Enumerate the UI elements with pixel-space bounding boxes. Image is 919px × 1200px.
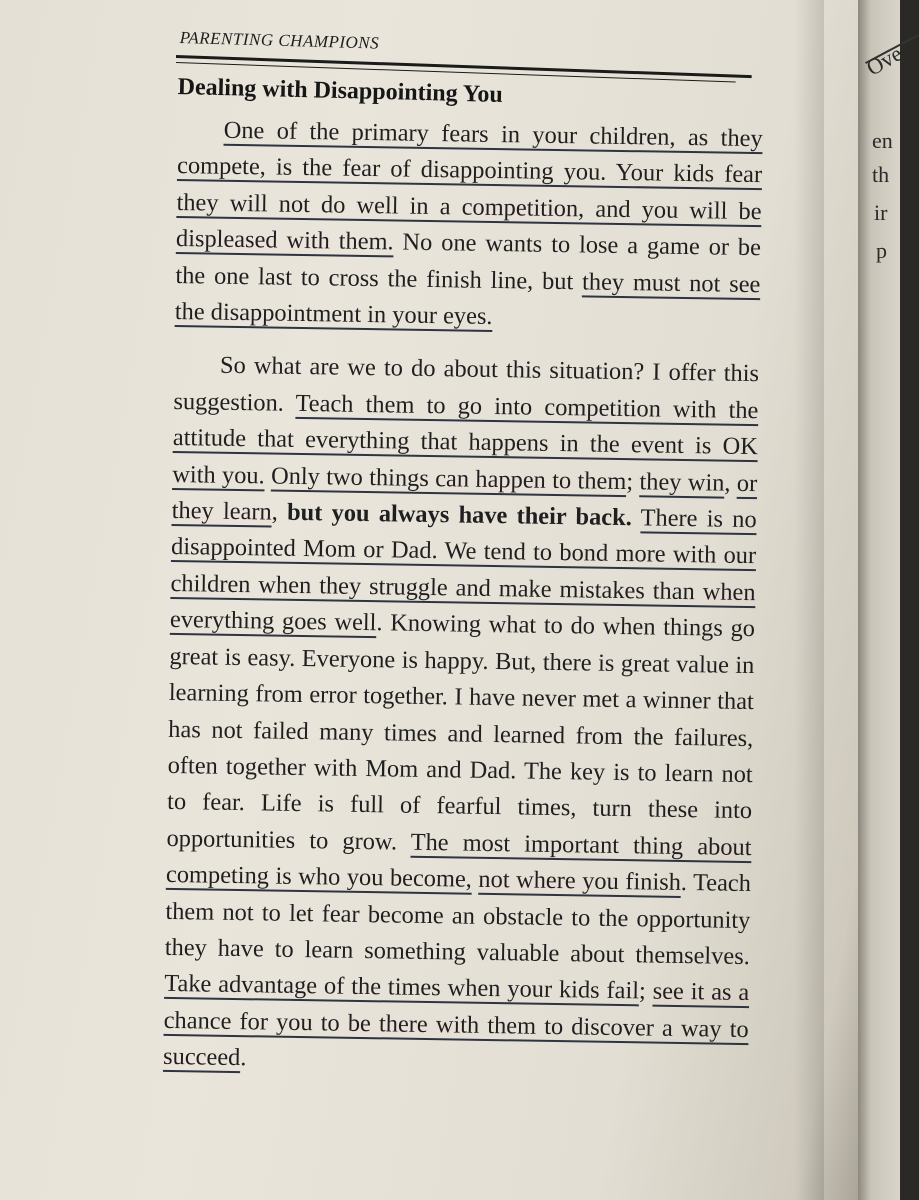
underlined-text: There is no disappointed Mom or Dad. We tend to bond more with our children when they struggle and make mistakes than when everything goes well: [169, 504, 757, 637]
underlined-text: Teach them to go into competition with the attitude that everything that happens in the event is OK with you.: [172, 389, 759, 490]
text-segment: ,: [724, 469, 738, 497]
facing-page-fragment: p: [876, 238, 887, 263]
underlined-text: see it as a chance for you to be there with them to discover a way to succeed: [162, 977, 750, 1072]
text-segment: No one wants to lose a game or be the one last to cross the finish line, but: [175, 228, 762, 295]
underlined-text: Only two things can happen to them: [270, 462, 627, 495]
text-segment: ;: [638, 977, 653, 1005]
section-title: Dealing with Disappointing You: [177, 74, 504, 108]
facing-page-fragment: en: [872, 128, 893, 153]
text-segment: .: [240, 1044, 247, 1072]
underlined-text: not where you finish: [478, 865, 682, 897]
underlined-text: they win: [639, 467, 725, 497]
facing-page-fragment: th: [872, 162, 890, 187]
body-text: [163, 112, 763, 1085]
underlined-text: they must not see the disappointment in your eyes.: [174, 267, 761, 330]
bold-text: but you always have their back.: [286, 498, 633, 532]
text-segment: ;: [626, 467, 640, 495]
book-page-right: [858, 0, 907, 1200]
text-segment: . Teach them not to let fear become an obstacle to the opportunity they have to learn something valuable about themselves.: [164, 869, 752, 971]
header-rule-thick: [176, 55, 752, 78]
paragraph-1: [175, 112, 763, 340]
page-gutter-shadow: [794, 0, 824, 1200]
underlined-text: The most important thing about competing is who you become,: [165, 828, 752, 893]
text-segment: ,: [271, 498, 288, 526]
text-segment: [632, 504, 641, 531]
underlined-text: One of the primary fears in your children, as they compete, is the fear of disappointing you. Your kids fear they will not do well in a competition, and you will be displeased with them.: [175, 116, 763, 256]
text-segment: So what are we to do about this situation? I offer this suggestion.: [173, 352, 760, 417]
underlined-text: or: [736, 469, 758, 497]
facing-page-fragment: ir: [874, 200, 888, 225]
underlined-text: they learn: [171, 497, 272, 526]
running-head: PARENTING CHAMPIONS: [179, 28, 380, 53]
text-segment: . Knowing what to do when things go great is easy. Everyone is happy. But, there is great value in learning from error together. I have never met a winner that has not failed many times and learned from the failures, often together with Mom and Dad. The key is to learn not to fear. Life is full of fearful times, turn these into opportunities to grow.: [166, 609, 756, 856]
facing-page-fragment: Ove: [861, 40, 907, 81]
paragraph-2: [163, 347, 759, 1084]
underlined-text: Take advantage of the times when your kids fail: [164, 970, 640, 1005]
